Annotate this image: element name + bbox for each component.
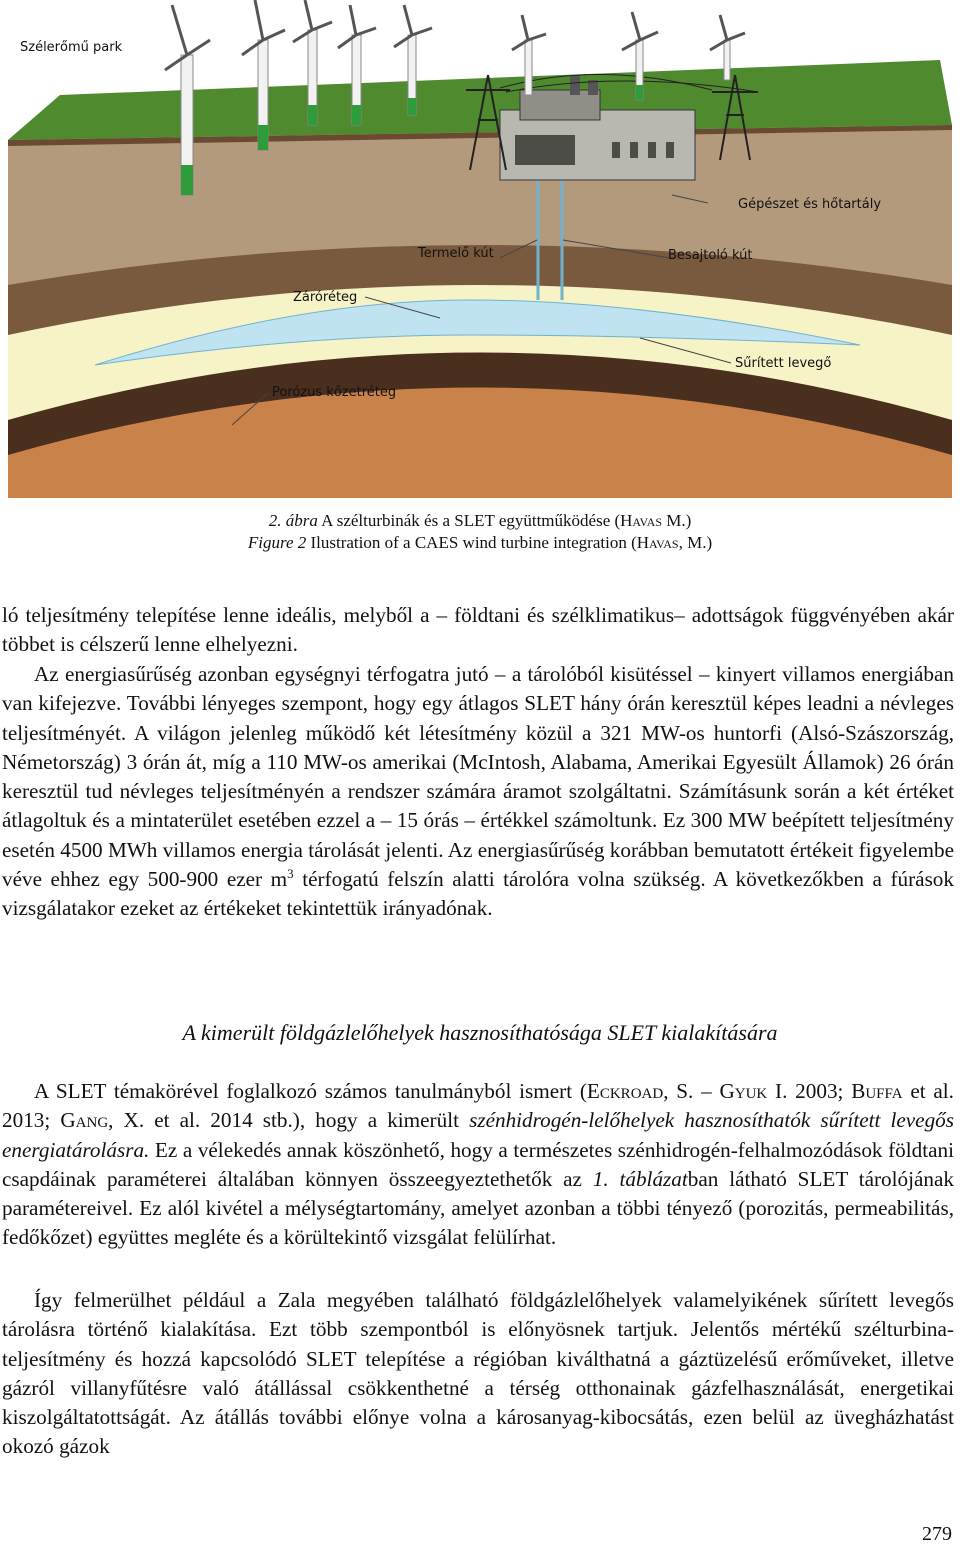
figure-caption-en: Figure 2 Ilustration of a CAES wind turbine integration (Havas, M.) <box>247 533 713 552</box>
paragraph-continued: ló teljesítmény telepítése lenne ideális, melyből a – földtani és szélklimatikus– adottságok függvényében akár többet is célszerű lenne elhelyezni. <box>2 603 954 657</box>
label-porous-rock: Porózus kőzetréteg <box>272 385 397 400</box>
paragraph-zala: Így felmerülhet például a Zala megyében található földgázlelőhelyek valamelyikének sűrített levegős tárolásra történő kialakítása. Ezt több szempontból is előnyösnek tartjuk. Jelentős mértékű szélturbina-teljesítmény és hozzá kapcsolódó SLET telepítése a régióban kiválthatná a gáztüzelésű erőműveket, illetve gázról villanyfűtésre való átállással csökkenthetné a térség otthonainak gázfelhasználását, energetikai kiszolgáltatottságát. Az átállás további előnye volna a károsanyag-kibocsátás, ezen belül az üvegházhatást okozó gázok <box>2 1288 954 1459</box>
caes-figure <box>0 0 960 500</box>
label-cap-layer: Záróréteg <box>293 290 358 305</box>
label-wind-park: Szélerőmű park <box>20 40 123 55</box>
page-number: 279 <box>922 1523 952 1545</box>
paragraph-literature: A SLET témakörével foglalkozó számos tanulmányból ismert (Eckroad, S. – Gyuk I. 2003; Buffa et al. 2013; Gang, X. et al. 2014 stb.), hogy a kimerült szénhidrogén-lelőhelyek hasznosíthatók sűrített levegős energiatárolásra. Ez a vélekedés annak köszönhető, hogy a természetes szénhidrogén-felhalmozódások földtani csapdáinak paraméterei általában könnyen összeegyeztethetők az 1. táblázatban látható SLET tárolójának paramétereivel. Ez alól kivétel a mélységtartomány, amelyet azonban a többi tényező (porozitás, permeabilitás, fedőkőzet) együttes megléte és a körültekintő vizsgálat felülírhat. <box>2 1079 955 1250</box>
figure-caption-hu: 2. ábra A szélturbinák és a SLET együttműködése (Havas M.) <box>268 511 692 530</box>
section-heading: A kimerült földgázlelőhelyek hasznosíthatósága SLET kialakítására <box>182 1020 778 1045</box>
label-compressed-air: Sűrített levegő <box>735 356 832 371</box>
label-machinery: Gépészet és hőtartály <box>738 197 882 212</box>
caes-illustration <box>0 0 960 500</box>
label-injection-well: Besajtoló kút <box>668 248 753 263</box>
paragraph-energy-density: Az energiasűrűség azonban egységnyi térfogatra jutó – a tárolóból kisütéssel – kinyert villamos energiában van kifejezve. További lényeges szempont, hogy egy átlagos SLET hány órán keresztül képes leadni a névleges teljesítményét. A világon jelenleg működő két létesítmény közül a 321 MW-os huntorfi (Alsó-Szászország, Németország) 3 órán át, míg a 110 MW-os amerikai (McIntosh, Alabama, Amerikai Egyesült Államok) 26 órán keresztül tud névleges teljesítményén a rendszer számára áramot szolgáltatni. Számításunk során a két értéket átlagoltuk és a mintaterület esetében ezzel a – 15 órás – értékkel számoltunk. Ez 300 MW beépített teljesítmény esetén 4500 MWh villamos energia tárolását jelenti. Az energiasűrűség korábban bemutatott értékeit figyelembe véve ehhez egy 500-900 ezer $m^3$ térfogatú felszín alatti tárolóra volna szükség. A következőkben a fúrások vizsgálatakor ezeket az értékeket tekintettük irányadónak. <box>2 662 954 921</box>
label-production-well: Termelő kút <box>418 246 494 261</box>
